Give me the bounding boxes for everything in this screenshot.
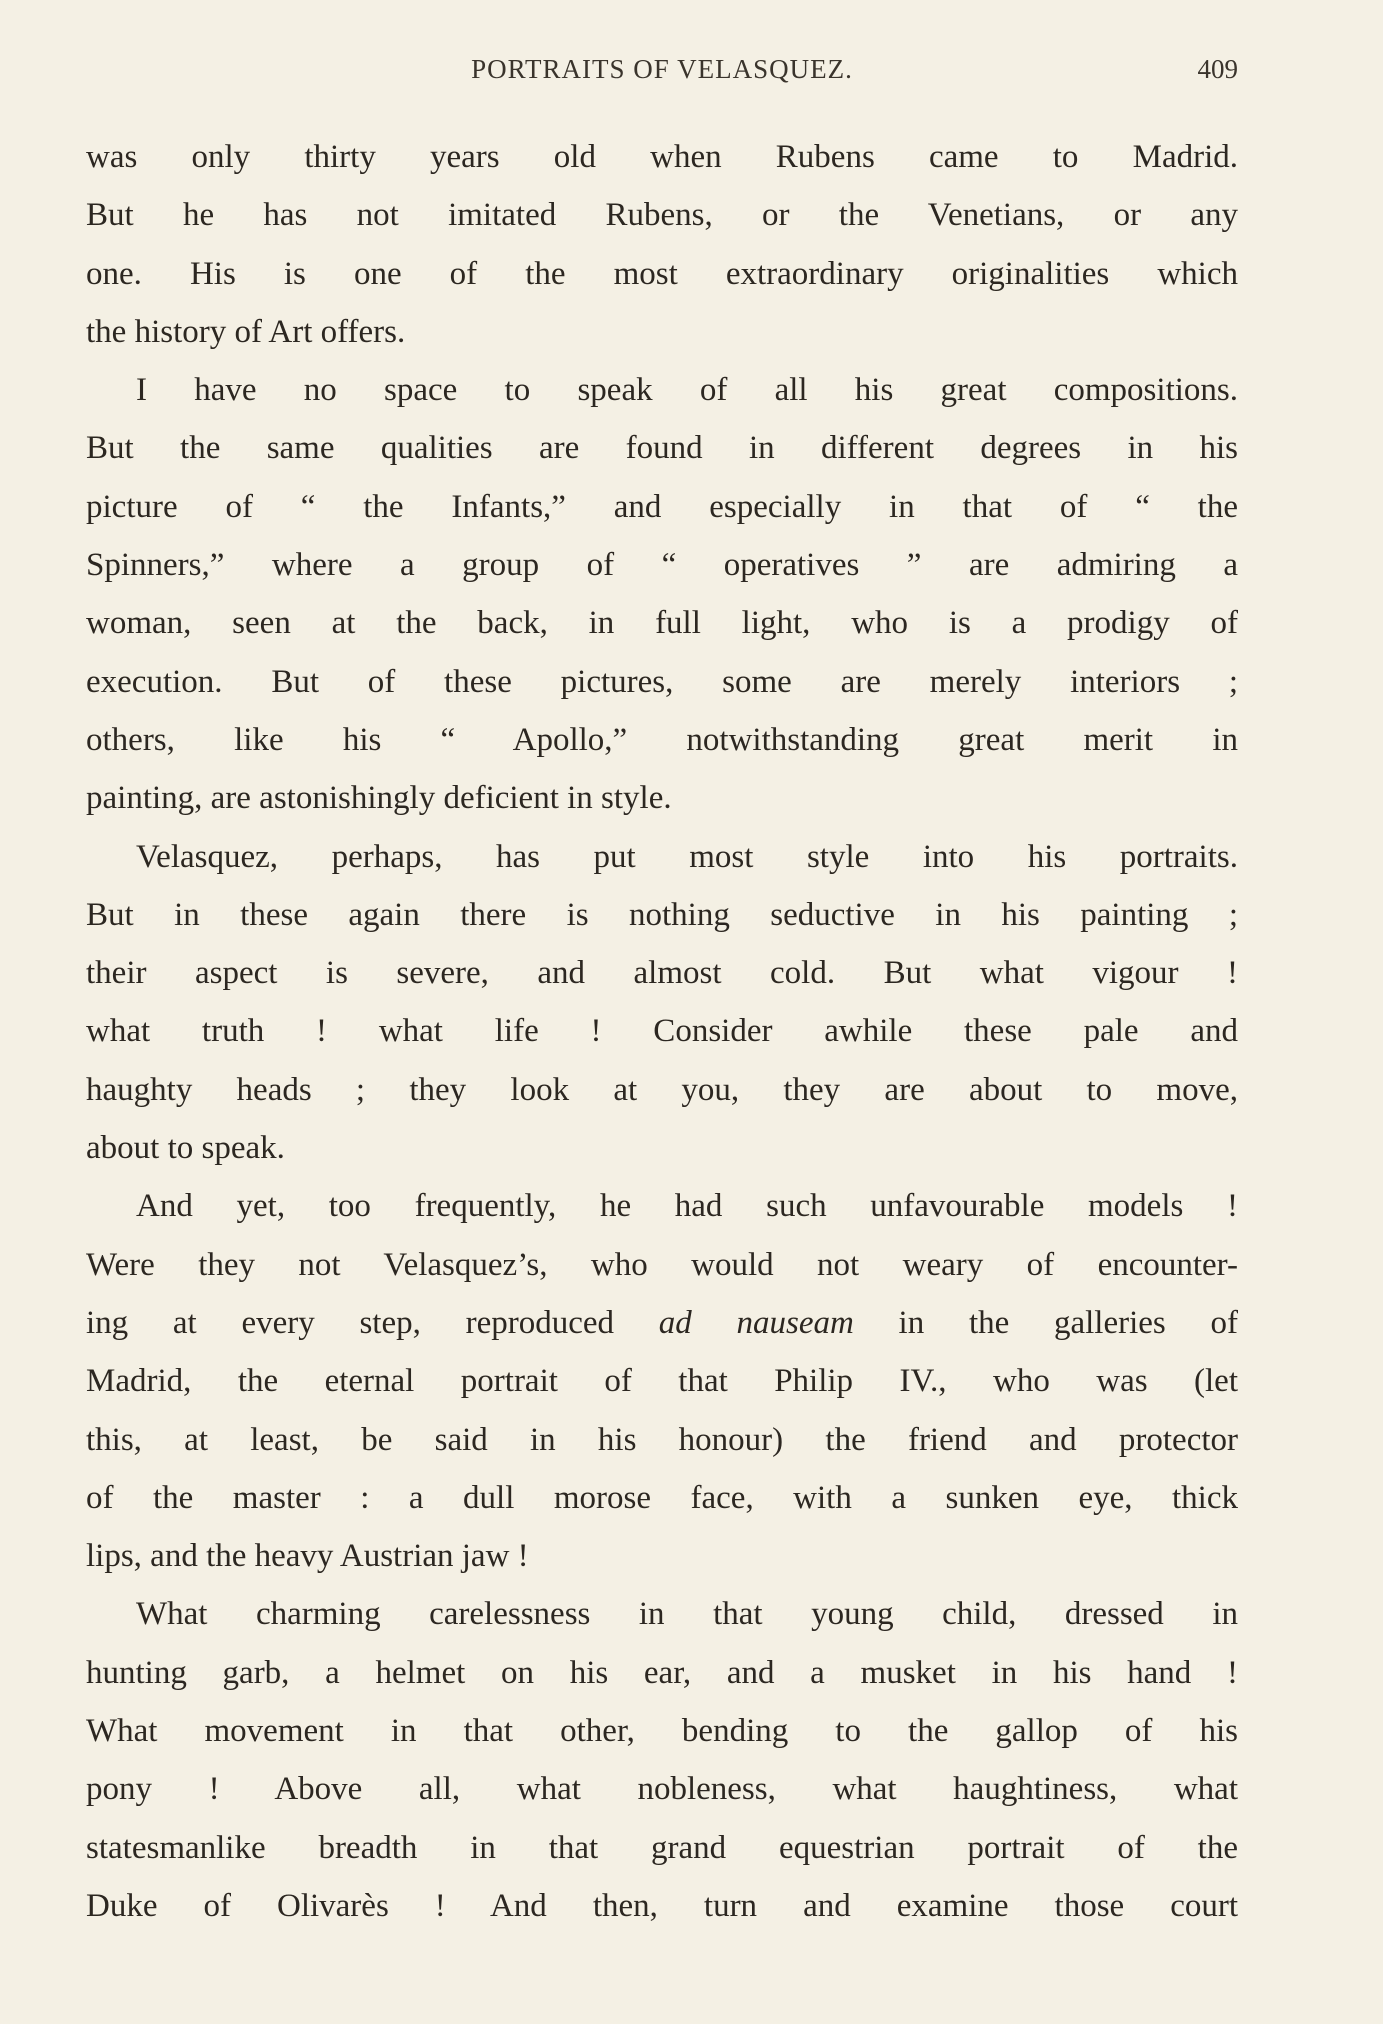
text-line: painting, are astonishingly deficient in style. (86, 780, 672, 817)
text-line: Duke of Olivarès ! And then, turn and examine those court (86, 1887, 1238, 1924)
page-number: 409 (1197, 54, 1238, 84)
text-line: about to speak. (86, 1130, 285, 1167)
text-line: statesmanlike breadth in that grand equestrian portrait of the (86, 1829, 1238, 1866)
text-line: pony ! Above all, what nobleness, what haughtiness, what (86, 1771, 1238, 1808)
running-head (86, 54, 1238, 94)
text-line (86, 1294, 1238, 1352)
text-line: Spinners,” where a group of “ operatives ” are admiring a (86, 547, 1238, 584)
text-line: picture of “ the Infants,” and especially in that of “ the (86, 488, 1238, 525)
running-title: PORTRAITS OF VELASQUEZ. (471, 54, 853, 84)
text-line: execution. But of these pictures, some are merely interiors ; (86, 663, 1238, 700)
text-line: But the same qualities are found in different degrees in his (86, 430, 1238, 467)
text-line: the history of Art offers. (86, 313, 406, 350)
text-line: one. His is one of the most extraordinary originalities which (86, 255, 1238, 292)
text-line: Velasquez, perhaps, has put most style into his portraits. (136, 838, 1238, 875)
body-text (86, 128, 1238, 1935)
text-line: others, like his “ Apollo,” notwithstanding great merit in (86, 721, 1238, 758)
text-line: what truth ! what life ! Consider awhile these pale and (86, 1013, 1238, 1050)
text-line: But in these again there is nothing seductive in his painting ; (86, 896, 1238, 933)
text-line: hunting garb, a helmet on his ear, and a musket in his hand ! (86, 1654, 1238, 1691)
text-line: I have no space to speak of all his great compositions. (136, 372, 1238, 409)
text-segment: ing at every step, reproduced (86, 1304, 659, 1341)
text-line: But he has not imitated Rubens, or the Venetians, or any (86, 197, 1238, 234)
text-line: What charming carelessness in that young child, dressed in (136, 1596, 1238, 1633)
italic-phrase: ad nauseam (658, 1304, 854, 1341)
text-line: What movement in that other, bending to the gallop of his (86, 1713, 1238, 1750)
text-line: Madrid, the eternal portrait of that Philip IV., who was (let (86, 1363, 1238, 1400)
text-line: their aspect is severe, and almost cold. But what vigour ! (86, 955, 1238, 992)
text-segment: in the galleries of (853, 1304, 1238, 1341)
text-line: haughty heads ; they look at you, they are about to move, (86, 1071, 1238, 1108)
text-line: lips, and the heavy Austrian jaw ! (86, 1538, 529, 1575)
text-line: Were they not Velasquez’s, who would not weary of encounter- (86, 1246, 1238, 1283)
text-line: of the master : a dull morose face, with a sunken eye, thick (86, 1479, 1238, 1516)
text-line: woman, seen at the back, in full light, who is a prodigy of (86, 605, 1238, 642)
text-line: was only thirty years old when Rubens came to Madrid. (86, 139, 1238, 175)
text-line: this, at least, be said in his honour) the friend and protector (86, 1421, 1238, 1458)
text-line: And yet, too frequently, he had such unfavourable models ! (136, 1188, 1238, 1225)
